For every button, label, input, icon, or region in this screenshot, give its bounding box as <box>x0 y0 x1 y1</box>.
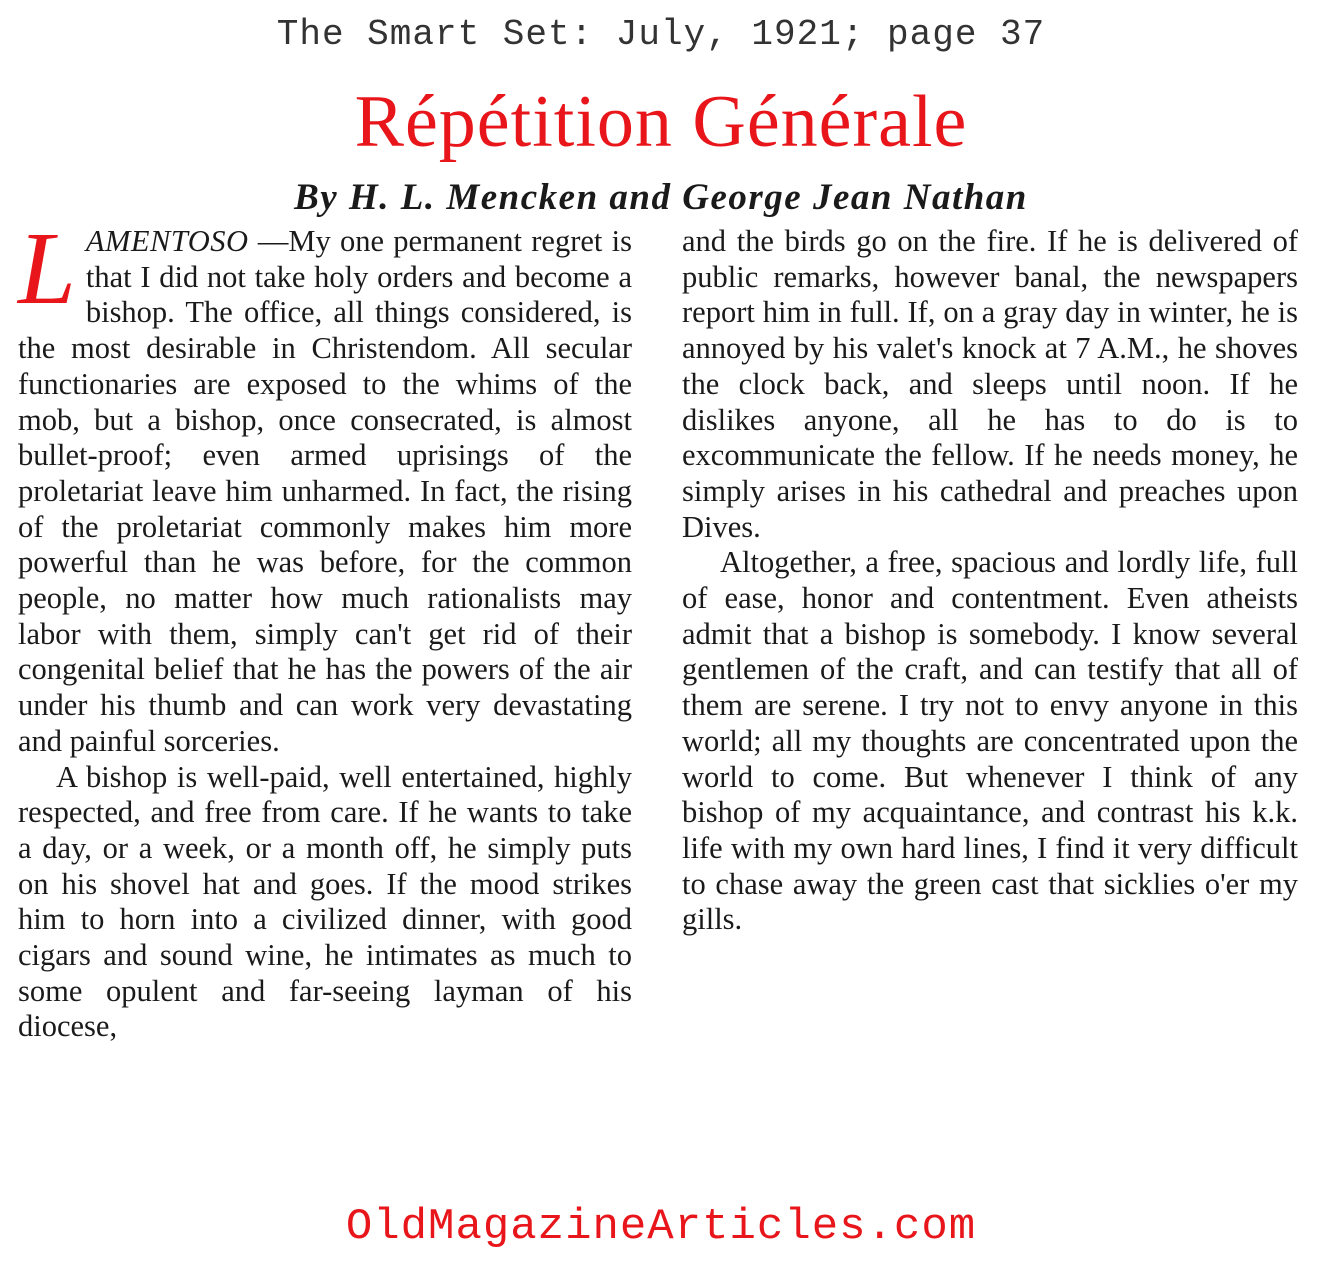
paragraph-1 <box>18 211 632 760</box>
site-watermark: OldMagazineArticles.com <box>345 1202 977 1252</box>
drop-cap: L <box>18 211 76 326</box>
article-byline: By H. L. Mencken and George Jean Nathan <box>294 177 1028 218</box>
paragraph-2 <box>18 760 632 1046</box>
article-title: Répétition Générale <box>354 81 968 163</box>
paragraph-3 <box>682 545 1298 938</box>
column-right <box>682 224 1298 938</box>
lead-word: AMENTOSO <box>85 224 249 258</box>
paragraph-2-continued <box>682 224 1298 545</box>
column-left <box>18 211 632 1045</box>
paragraph-2-text: A bishop is well-paid, well entertained, highly respected, and free from care. If he wants to take a day, or a week, or a month off, he simply puts on his shovel hat and goes. If the mood strikes him to horn into a civilized dinner, with good cigars and sound wine, he intimates as much to some opulent and far-seeing layman of his diocese, <box>18 759 632 1044</box>
paragraph-1-text: —My one permanent regret is that I did not take holy orders and become a bishop. The office, all things considered, is the most desirable in Christendom. All secular functionaries are exposed to the whims of the mob, but a bishop, once consecrated, is almost bullet-proof; even armed uprisings of the proletariat leave him unharmed. In fact, the rising of the proletariat commonly makes him more powerful than he was before, for the common people, no matter how much rationalists may labor with them, simply can't get rid of their congenital belief that he has the powers of the air under his thumb and can work very devastating and painful sorceries. <box>18 224 632 758</box>
paragraph-3-text: Altogether, a free, spacious and lordly life, full of ease, honor and contentment. Even atheists admit that a bishop is somebody. I know several gentlemen of the craft, and can testify that all of them are serene. I try not to envy anyone in this world; all my thoughts are concentrated upon the world to come. But whenever I think of any bishop of my acquaintance, and contrast his k.k. life with my own hard lines, I find it very difficult to chase away the green cast that sicklies o'er my gills. <box>682 545 1298 937</box>
paragraph-2-continued-text: and the birds go on the fire. If he is delivered of public remarks, however banal, the newspapers report him in full. If, on a gray day in winter, he is annoyed by his valet's knock at 7 A.M., he shoves the clock back, and sleeps until noon. If he dislikes anyone, all he has to do is to excommunicate the fellow. If he needs money, he simply arises in his cathedral and preaches upon Dives. <box>682 224 1298 544</box>
source-citation: The Smart Set: July, 1921; page 37 <box>276 14 1046 55</box>
